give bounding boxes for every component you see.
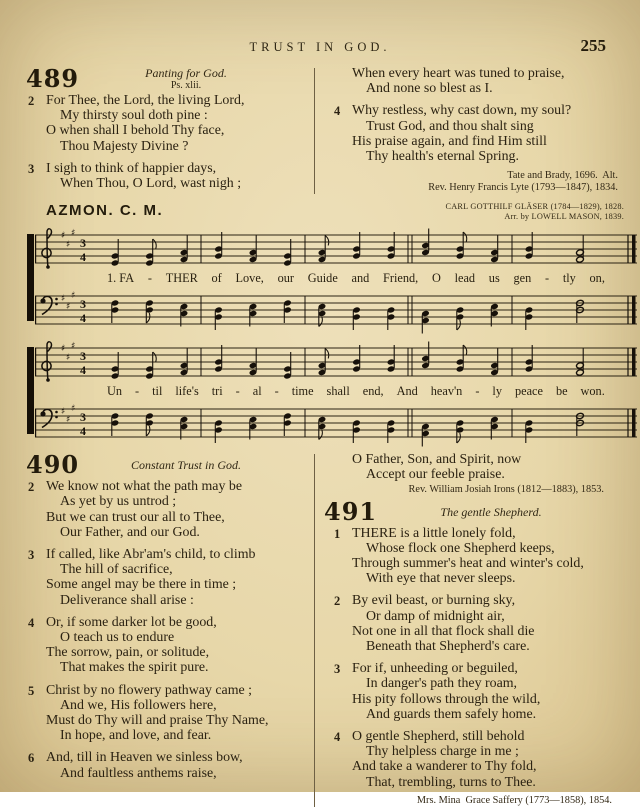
verse [328,661,618,722]
hymn-490-closing-verses [328,452,618,482]
verse-line: O gentle Shepherd, still behold [352,729,525,745]
verse-line: In danger's path they roam, [366,676,518,692]
verse-line: The hill of sacrifice, [60,562,173,578]
svg-text:♯: ♯ [61,407,66,418]
verse-line: Thou Majesty Divine ? [60,138,189,154]
lyric-syllable: time [291,384,314,399]
verse [328,452,618,482]
hymn-491-header [324,496,618,526]
verse-number: 3 [334,662,341,677]
lyric-syllable: Love, [235,271,264,286]
lyric-syllable: Un [107,384,123,399]
verse-line: For Thee, the Lord, the living Lord, [46,93,245,108]
music-system-2 [27,339,640,444]
lyric-syllable: - [147,271,152,286]
verse-line: His praise again, and find Him still [352,133,547,149]
lyrics-line-2 [35,383,640,400]
hymn-490-column [22,452,314,807]
lyric-syllable: be [555,384,568,399]
hymn-490-491-section [22,452,618,807]
lyric-syllable: And [396,384,418,399]
verse-line: When Thou, O Lord, wast nigh ; [60,176,242,192]
verse-line: THERE is a little lonely fold, [352,525,516,541]
verse-line: Or, if some darker lot be good, [46,614,217,630]
svg-text:4: 4 [80,424,86,439]
page-number: 255 [580,36,606,55]
hymn-490-attribution: Rev. William Josiah Irons (1812—1883), 1853. [408,483,604,495]
system-brace-bar [27,234,34,321]
verse-line: Accept our feeble praise. [366,467,505,483]
verse-number: 2 [334,594,341,609]
svg-text:♯: ♯ [61,294,66,305]
verse [22,547,314,608]
hymn-489-attribution-2: Rev. Henry Francis Lyte (1793—1847), 1834. [428,182,618,194]
music-system-1 [27,226,640,331]
verse-line: When every heart was tuned to praise, [352,66,565,81]
hymn-489-left-verses [22,93,314,191]
hymn-491-attribution: Mrs. Mina Grace Saffery (1773—1858), 1854. [416,794,612,806]
hymn-489-right-column [315,66,618,194]
system-brace-bar [27,347,34,434]
svg-text:4: 4 [80,250,86,265]
verse [22,683,314,744]
hymn-489-right-verses [328,66,618,164]
verse-line: If called, like Abr'am's child, to climb [46,547,256,563]
svg-text:♯: ♯ [61,344,66,355]
verse-line: We know not what the path may be [46,479,243,495]
treble-staff-svg-1 [35,226,639,270]
verse-line: O teach us to endure [60,630,175,646]
verse-number: 4 [334,104,341,119]
verse-line: Why restless, why cast down, my soul? [352,103,572,119]
svg-text:♯: ♯ [66,240,71,251]
verse-line: Beneath that Shepherd's care. [366,639,530,655]
svg-text:3: 3 [80,236,86,251]
lyric-syllable: peace [514,384,543,399]
hymn-489-left-column [22,66,314,194]
lyric-syllable: end, [362,384,384,399]
verse-line: By evil beast, or burning sky, [352,593,516,609]
hymn-490-title: Constant Trust in God. [130,458,242,473]
verse-line: Our Father, and our God. [60,524,200,540]
verse-line: As yet by us untrod ; [60,494,177,510]
verse [328,66,618,96]
verse-line: Trust God, and thou shalt sing [366,118,534,134]
lyric-syllable: 1. FA [107,271,135,286]
verse-line: Or damp of midnight air, [366,608,505,624]
hymn-489-header [22,66,314,92]
bass-staff-svg-1 [35,287,639,331]
verse-line: For if, unheeding or beguiled, [352,661,518,677]
verse-line: His pity follows through the wild, [352,691,541,707]
lyric-syllable: shall [326,384,350,399]
lyric-syllable: - [135,384,140,399]
hymn-491-number: 491 [324,496,378,526]
svg-text:3: 3 [80,349,86,364]
svg-text:♯: ♯ [71,291,76,302]
verse-number: 2 [28,94,35,108]
verse [328,526,618,587]
hymn-490-verses [22,479,314,781]
verse [328,593,618,654]
verse-line: I sigh to think of happier days, [46,160,217,176]
verse [22,161,314,191]
verse-line: And none so blest as I. [366,81,493,97]
verse-line: Whose flock one Shepherd keeps, [366,540,555,556]
lyric-syllable: O [431,271,441,286]
lyric-syllable: - [544,271,550,286]
verse-line: In hope, and love, and fear. [60,728,212,744]
lyric-syllable: - [274,384,279,399]
hymn-489-attribution-1: Tate and Brady, 1696. Alt. [507,170,618,182]
lyric-syllable: lead [454,271,476,286]
verse-line: But we can trust our all to Thee, [46,509,225,525]
lyric-syllable: on, [589,271,605,286]
lyrics-line-1 [35,270,640,287]
verse-line: O when shall I behold Thy face, [46,123,225,139]
verse-line: And we, His followers here, [60,697,217,713]
lyric-syllable: ly [492,384,502,399]
lyric-syllable: won. [580,384,605,399]
composer-credit [446,202,625,221]
lyric-syllable: THER [165,271,198,286]
hymn-491-column [315,452,618,807]
verse-line: Thy health's eternal Spring. [366,149,519,165]
lyric-syllable: our [277,271,294,286]
tune-heading-row [46,202,624,224]
verse-line: And faultless anthems raise, [60,765,217,781]
arranger-line: Arr. by LOWELL MASON, 1839. [504,211,624,221]
verse-line: Thy helpless charge in me ; [366,744,519,760]
lyric-syllable: gen [513,271,532,286]
verse-line: And, till in Heaven we sinless bow, [46,750,243,766]
verse [328,103,618,164]
hymn-489-number: 489 [26,64,80,93]
verse-number: 4 [28,615,35,630]
verse-number: 2 [28,480,35,495]
verse-line: Christ by no flowery pathway came ; [46,682,252,698]
svg-text:♯: ♯ [71,341,76,352]
verse [22,93,314,154]
verse-line: Not one in all that flock shall die [352,623,535,639]
composer-line: CARL GOTTHILF GLÄSER (1784—1829), 1828. [445,202,624,212]
svg-text:4: 4 [80,311,86,326]
lyric-syllable: heav'n [430,384,463,399]
lyric-syllable: - [235,384,240,399]
hymn-489-scripture: Ps. xlii. [170,80,202,91]
treble-staff-svg-2 [35,339,639,383]
verse [22,750,314,780]
verse [22,479,314,540]
verse [22,615,314,676]
svg-text:♯: ♯ [71,404,76,415]
page-header [34,0,606,62]
verse-number: 1 [334,526,341,541]
svg-text:♯: ♯ [71,228,76,239]
verse-line: And take a wanderer to Thy fold, [352,759,537,775]
verse-number: 3 [28,161,35,176]
verse-line: Through summer's heat and winter's cold, [352,556,584,572]
lyric-syllable: life's [175,384,199,399]
hymn-491-title: The gentle Shepherd. [440,504,542,519]
svg-text:♯: ♯ [66,302,71,313]
verse-number: 3 [28,548,35,563]
lyric-syllable: Guide [307,271,338,286]
verse-line: Must do Thy will and praise Thy Name, [46,713,269,729]
verse-number: 6 [28,751,35,766]
lyric-syllable: tri [211,384,223,399]
lyric-syllable: of [211,271,222,286]
bass-staff-svg-2 [35,400,639,444]
lyric-syllable: til [152,384,163,399]
hymn-490-header [22,452,314,478]
verse [328,729,618,790]
hymn-489-section [22,66,618,194]
hymn-490-number: 490 [26,450,80,480]
verse-line: O Father, Son, and Spirit, now [352,452,522,468]
verse-number: 4 [334,730,341,745]
lyric-syllable: Friend, [383,271,419,286]
svg-text:♯: ♯ [61,231,66,242]
verse-line: My thirsty soul doth pine : [60,108,208,124]
svg-text:3: 3 [80,410,86,425]
svg-text:♯: ♯ [66,353,71,364]
lyric-syllable: - [475,384,480,399]
verse-line: With eye that never sleeps. [366,571,516,587]
lyric-syllable: al [252,384,262,399]
verse-number: 5 [28,683,35,698]
lyric-syllable: tly [562,271,576,286]
lyric-syllable: and [351,271,370,286]
page-title: TRUST IN GOD. [249,40,391,54]
verse-line: The sorrow, pain, or solitude, [46,645,210,661]
svg-text:♯: ♯ [66,415,71,426]
svg-text:4: 4 [80,363,86,378]
verse-line: That, trembling, turns to Thee. [366,774,536,790]
hymn-491-verses [328,526,618,790]
verse-line: Deliverance shall arise : [60,592,194,608]
tune-name: AZMON. C. M. [46,202,164,220]
svg-text:3: 3 [80,297,86,312]
verse-line: And guards them safely home. [366,706,537,722]
hymn-489-title: Panting for God. [145,66,227,80]
verse-line: That makes the spirit pure. [60,660,209,676]
lyric-syllable: us [488,271,500,286]
verse-line: Some angel may be there in time ; [46,577,237,593]
